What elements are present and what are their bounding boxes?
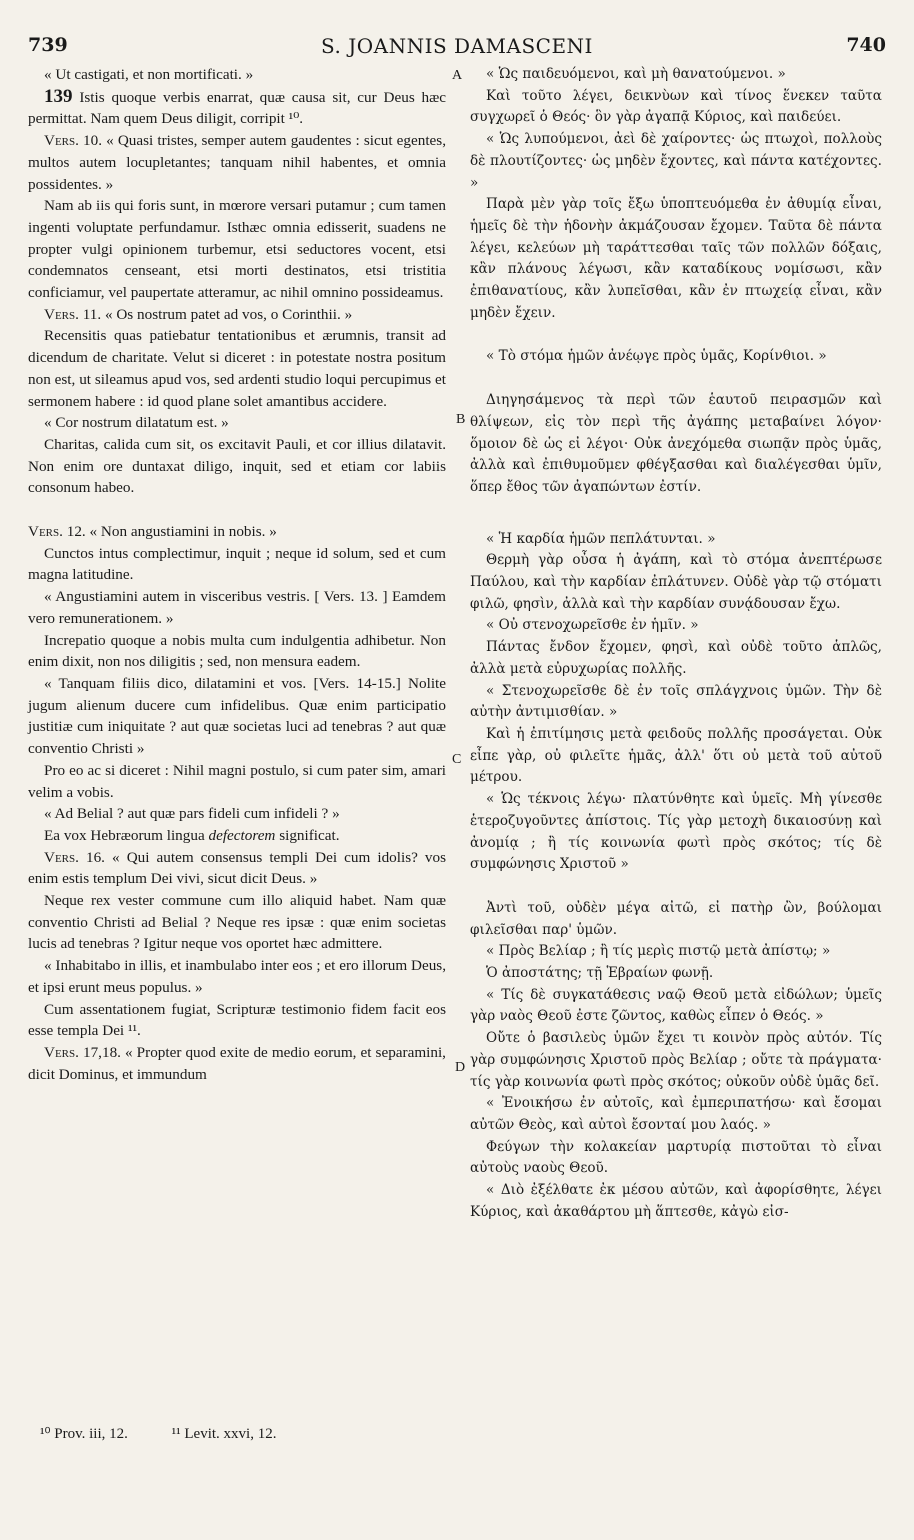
page-number-right: 740 — [846, 34, 886, 56]
margin-mark-c: C — [452, 752, 462, 767]
greek-lemma: « Τὸ στόμα ἡμῶν ἀνέῳγε πρὸς ὑμᾶς, Κορίνθιοι. » — [486, 348, 827, 365]
latin-lemma: « Ut castigati, et non mortificati. » — [44, 66, 254, 83]
verse-label: Vers. 16. — [44, 848, 105, 866]
page-number-left: 739 — [28, 34, 68, 56]
greek-paragraph: Καὶ τοῦτο λέγει, δεικνὺων καὶ τίνος ἕνεκεν ταῦτα συγχωρεῖ ὁ Θεός· ὃν γὰρ ἀγαπᾷ Κύριος, καὶ παιδεύει. — [470, 87, 882, 126]
greek-lemma: « Ἐνοικήσω ἐν αὐτοῖς, καὶ ἐμπεριπατήσω· καὶ ἔσομαι αὐτῶν Θεὸς, καὶ αὐτοὶ ἔσονταί μου λαός. » — [470, 1095, 882, 1133]
latin-paragraph: Neque rex vester commune cum illo aliquid habet. Nam quæ conventio Christi ad Belial ? Neque res ipsæ : quæ enim societas lucis ad tenebras ? Igitur neque vos oportet hæc admittere. — [28, 892, 446, 953]
margin-mark-a: A — [452, 68, 463, 83]
latin-paragraph: Cum assentationem fugiat, Scripturæ testimonio fidem facit eos esse templa Dei ¹¹. — [28, 1000, 446, 1040]
latin-lemma: « Angustiamini autem in visceribus vestris. [ Vers. 13. ] Eamdem vero remunerationem. » — [28, 588, 446, 627]
margin-mark-b: B — [456, 412, 466, 427]
latin-paragraph: Cunctos intus complectimur, inquit ; neque id solum, sed et cum magna latitudine. — [28, 544, 446, 584]
greek-lemma: « Διὸ ἐξέλθατε ἐκ μέσου αὐτῶν, καὶ ἀφορίσθητε, λέγει Κύριος, καὶ ἀκαθάρτου μὴ ἅπτεσθε, κἀγὼ εἰσ- — [470, 1182, 882, 1220]
latin-verse: Vers. 17,18. « Propter quod exite de medio eorum, et separamini, dicit Dominus, et immundum — [28, 1043, 446, 1083]
running-title: S. JOANNIS DAMASCENI — [321, 34, 593, 58]
footnote: ¹¹ Levit. xxvi, 12. — [171, 1426, 277, 1442]
latin-lemma: « Cor nostrum dilatatum est. » — [44, 414, 229, 432]
greek-lemma: « Οὐ στενοχωρεῖσθε ἐν ἡμῖν. » — [486, 617, 699, 634]
greek-column — [470, 64, 882, 1223]
latin-paragraph: 139 Istis quoque verbis enarrat, quæ causa sit, cur Deus hæc permittat. Nam quem Deus diligit, corripit ¹⁰. — [28, 85, 447, 128]
greek-lemma: « Ὡς τέκνοις λέγω· πλατύνθητε καὶ ὑμεῖς. Μὴ γίνεσθε ἑτεροζυγοῦντες ἀπίστοις. Τίς γὰρ μετοχὴ δικαιοσύνῃ καὶ ἀνομίᾳ ; ἢ τίς κοινωνία φωτὶ πρὸς σκότος; τίς δὲ συμφώνησις Χριστοῦ » — [470, 791, 882, 873]
greek-paragraph: Καὶ ἡ ἐπιτίμησις μετὰ φειδοῦς πολλῆς προσάγεται. Οὐκ εἶπε γὰρ, οὐ φιλεῖτε ἡμᾶς, ἀλλ' ὅτι οὐ μετὰ τοῦ αὐτοῦ μέτρου. — [470, 725, 882, 786]
greek-paragraph: Οὔτε ὁ βασιλεὺς ὑμῶν ἔχει τι κοινὸν πρὸς αὐτόν. Τίς γὰρ συμφώνησις Χριστοῦ πρὸς Βελίαρ ; οὔτε τὰ πράγματα· τίς γὰρ κοινωνία φωτὶ πρὸς σκότος; οὐκοῦν οὐδὲ ὑμᾶς δεῖ. — [470, 1030, 882, 1090]
latin-verse: Vers. 11. « Os nostrum patet ad vos, o Corinthii. » — [44, 305, 353, 323]
footnote: ¹⁰ Prov. iii, 12. — [40, 1426, 128, 1442]
margin-mark-d: D — [455, 1060, 466, 1075]
latin-paragraph: Nam ab iis qui foris sunt, in mœrore versari putamur ; cum tamen ingenti voluptate perfundamur. Isthæc omnia edisserit, suadens ne propter vulgi opinionem turbemur, etsi seductores vocent, etsi condemnatos censeant, etsi morti destinatos, etsi tristitia conficiamur, vel paupertate atteramur, ac nihil omnino possideamus. — [28, 197, 446, 302]
greek-paragraph: Ἀντὶ τοῦ, οὐδὲν μέγα αἰτῶ, εἰ πατὴρ ὢν, βούλομαι φιλεῖσθαι παρ' ὑμῶν. — [470, 899, 882, 938]
latin-column — [28, 64, 446, 1085]
footnotes — [40, 1424, 316, 1443]
latin-verse: Vers. 10. « Quasi tristes, semper autem gaudentes : sicut egentes, multos autem locupletantes; tanquam nihil habentes, et omnia possidentes. » — [28, 132, 446, 193]
latin-paragraph: Charitas, calida cum sit, os excitavit Pauli, et cor illius dilatavit. Non enim ore duntaxat diligo, inquit, sed et etiam cor labiis consonum habeo. — [28, 435, 446, 497]
greek-paragraph: Παρὰ μὲν γὰρ τοῖς ἔξω ὑποπτευόμεθα ἐν ἀθυμίᾳ εἶναι, ἡμεῖς δὲ τὴν ἡδονὴν ἀκμάζουσαν ἔχομεν. Ταῦτα δὲ πάντα λέγει, κελεύων μὴ ταράττεσθαι ταῖς τῶν πολλῶν δόξαις, κἂν πλάνους λέγωσι, κἂν καταδίκους νομίσωσι, κἂν ἐπιθανατίους, κἂν λυπεῖσθαι, κἂν ἐν πτωχείᾳ εἶναι, κἂν μηδὲν ἔχειν. — [470, 196, 882, 321]
latin-verse: Vers. 16. « Qui autem consensus templi Dei cum idolis? vos enim estis templum Dei vivi, sicut dicit Deus. » — [28, 848, 446, 888]
latin-lemma: « Tanquam filiis dico, dilatamini et vos. [Vers. 14-15.] Nolite jugum alienum ducere cum infidelibus. Quæ enim participatio justitiæ cum iniquitate ? aut quæ societas luci ad tenebras ? aut quæ conventio Christi » — [28, 674, 446, 758]
verse-label: Vers. 10. — [44, 132, 103, 150]
latin-paragraph: Recensitis quas patiebatur tentationibus et ærumnis, transit ad dicendum de charitate. Velut si diceret : in potestate nostra positum non est, ut sileamus apud vos, sed ardenti studio loqui percupimus et sermonem habere : id quod plane solet amantibus accidere. — [28, 327, 446, 410]
page-header — [28, 34, 886, 60]
latin-verse: Vers. 12. « Non angustiamini in nobis. » — [28, 523, 277, 541]
greek-lemma: « Πρὸς Βελίαρ ; ἢ τίς μερὶς πιστῷ μετὰ ἀπίστῳ; » — [486, 943, 831, 960]
latin-lemma: « Ad Belial ? aut quæ pars fideli cum infideli ? » — [44, 805, 340, 823]
greek-lemma: « Τίς δὲ συγκατάθεσις ναῷ Θεοῦ μετὰ εἰδώλων; ὑμεῖς γὰρ ναὸς Θεοῦ ἐστε ζῶντος, καθὼς εἶπεν ὁ Θεός. » — [470, 986, 882, 1025]
greek-lemma: « Ἡ καρδία ἡμῶν πεπλάτυνται. » — [486, 530, 716, 547]
greek-paragraph: Πάντας ἔνδον ἔχομεν, φησὶ, καὶ οὐδὲ τοῦτο ἁπλῶς, ἀλλὰ μετὰ εὐρυχωρίας πολλῆς. — [470, 639, 882, 677]
latin-paragraph: Ea vox Hebræorum lingua defectorem significat. — [44, 826, 340, 844]
verse-label: Vers. 17,18. — [44, 1043, 121, 1061]
greek-paragraph: Διηγησάμενος τὰ περὶ τῶν ἑαυτοῦ πειρασμῶν καὶ θλίψεων, εἰς τὸν περὶ τῆς ἀγάπης μεταβαίνει λόγον· ὅμοιον δὲ ὡς εἰ λέγοι· Οὐκ ἀνεχόμεθα σιωπᾷν πρὸς ὑμᾶς, ἀλλὰ καὶ ἐπιθυμοῦμεν φθέγξασθαι καὶ διαλέγεσθαι ὑμῖν, ὅπερ ἔθος τῶν ἀγαπώντων ἐστίν. — [470, 392, 882, 495]
greek-paragraph: Θερμὴ γὰρ οὖσα ἡ ἀγάπη, καὶ τὸ στόμα ἀνεπτέρωσε Παύλου, καὶ τὴν καρδίαν ἐπλάτυνεν. Οὐδὲ γὰρ τῷ στόματι φιλῶ, φησὶν, ἀλλὰ καὶ τὴν καρδίαν συνᾴδουσαν ἔχω. — [470, 552, 882, 612]
verse-label: Vers. 12. — [28, 523, 86, 541]
greek-paragraph: Φεύγων τὴν κολακείαν μαρτυρίᾳ πιστοῦται τὸ εἶναι αὐτοὺς ναοὺς Θεοῦ. — [470, 1138, 882, 1177]
latin-paragraph: Increpatio quoque a nobis multa cum indulgentia adhibetur. Non enim dixit, non nos diligitis ; sed, non mensura eadem. — [28, 631, 446, 671]
latin-lemma: « Inhabitabo in illis, et inambulabo inter eos ; et ero illorum Deus, et ipsi erunt meus populus. » — [28, 957, 446, 996]
greek-lemma: « Στενοχωρεῖσθε δὲ ἐν τοῖς σπλάγχνοις ὑμῶν. Τὴν δὲ αὐτὴν ἀντιμισθίαν. » — [470, 682, 882, 721]
latin-paragraph: Pro eo ac si diceret : Nihil magni postulo, si cum pater sim, amari velim a vobis. — [28, 761, 446, 801]
greek-lemma: « Ὡς λυπούμενοι, ἀεὶ δὲ χαίροντες· ὡς πτωχοὶ, πολλοὺς δὲ πλουτίζοντες· ὡς μηδὲν ἔχοντες, καὶ πάντα κατέχοντες. » — [470, 131, 882, 191]
section-number: 139 — [44, 85, 73, 107]
greek-paragraph: Ὁ ἀποστάτης; τῇ Ἑβραίων φωνῇ. — [486, 965, 714, 982]
greek-lemma: « Ὡς παιδευόμενοι, καὶ μὴ θανατούμενοι. » — [486, 66, 786, 82]
verse-label: Vers. 11. — [44, 305, 102, 323]
